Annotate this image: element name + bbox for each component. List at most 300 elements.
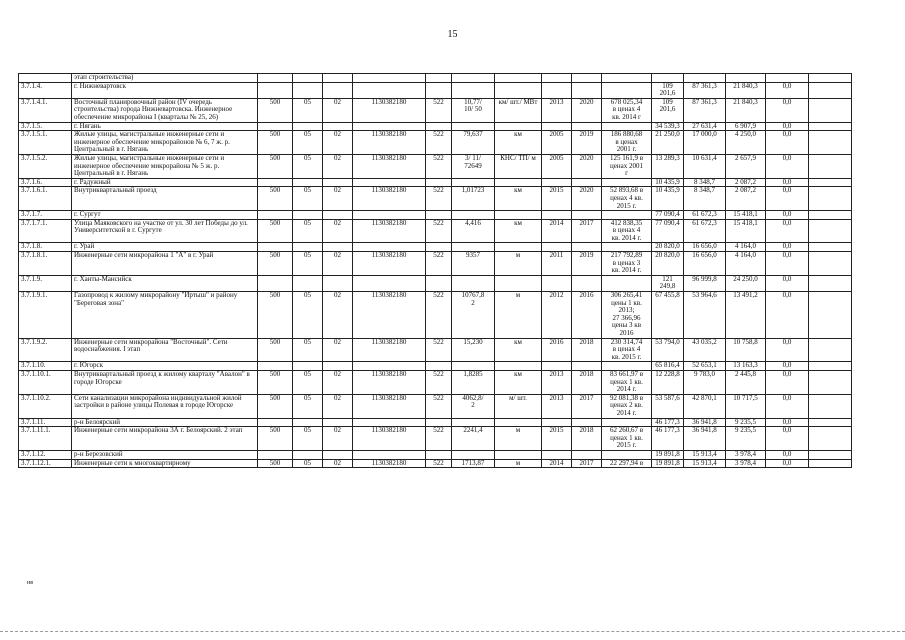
- empty-cell: [542, 211, 572, 220]
- empty-cell: [495, 178, 542, 187]
- table-row: [19, 370, 852, 394]
- empty-cell: [426, 122, 452, 131]
- object-name: Улица Маяковского на участке от ул. 30 лет Победы до ул. Университетской в г. Сургуте: [72, 219, 258, 243]
- amount-district: 53 964,6: [684, 292, 726, 339]
- amount-other: 0,0: [766, 187, 809, 211]
- amount-local: 4 164,0: [726, 252, 766, 276]
- start-year: 2015: [542, 427, 572, 451]
- code-g: 500: [258, 338, 293, 362]
- amount-district: 10 631,4: [684, 154, 726, 178]
- estimated-cost-line: 678 025,34: [610, 98, 643, 106]
- empty-cell: [572, 418, 602, 427]
- code-rz: 05: [293, 394, 323, 418]
- code-vr: 522: [426, 252, 452, 276]
- estimated-cost: [602, 154, 652, 178]
- empty-cell: [602, 82, 652, 98]
- code-cs: 1130382180: [353, 394, 426, 418]
- amount-local: 2 445,8: [726, 370, 766, 394]
- unit: км/ шт./ МВт: [495, 98, 542, 122]
- amount-other: 0,0: [766, 219, 809, 243]
- code-pr: 02: [323, 292, 353, 339]
- amount-total: 67 455,8: [652, 292, 684, 339]
- start-year: 2011: [542, 252, 572, 276]
- end-year: 2020: [572, 154, 602, 178]
- code-g: 500: [258, 154, 293, 178]
- unit: км: [495, 338, 542, 362]
- estimated-cost-line: ценах 1 кв.: [610, 433, 643, 442]
- row-number: 3.7.1.8.1.: [19, 252, 72, 276]
- amount-total: 109 201,6: [652, 82, 684, 98]
- empty-cell: [495, 450, 542, 459]
- row-number: 3.7.1.7.1.: [19, 219, 72, 243]
- estimated-cost-line: в ценах 4: [612, 345, 641, 354]
- amount-district: 61 672,3: [684, 219, 726, 243]
- capacity-line: 2: [471, 401, 475, 410]
- object-name: Жилые улицы, магистральные инженерные сети и инженерное обеспечение микрорайонов № 6, 7 ж. р. Центральный в г. Нягань: [72, 131, 258, 155]
- empty-cell: [323, 418, 353, 427]
- amount-other: 0,0: [766, 292, 809, 339]
- amount-other: 0,0: [766, 178, 809, 187]
- section-row: [19, 275, 852, 291]
- code-vr: 522: [426, 338, 452, 362]
- code-pr: 02: [323, 187, 353, 211]
- end-year: 2017: [572, 219, 602, 243]
- amount-local: 13 491,2: [726, 292, 766, 339]
- capacity: [452, 338, 495, 362]
- code-rz: 05: [293, 427, 323, 451]
- table-body: [19, 74, 852, 468]
- empty-cell: [572, 211, 602, 220]
- amount-total: 53 794,0: [652, 338, 684, 362]
- estimated-cost-line: 306 265,41: [610, 291, 643, 300]
- table-row: [19, 98, 852, 122]
- object-name: Восточный планировочный район (IV очередь строительства) города Нижневартовска. Инженерное обеспечение микрорайона I (кварталы № 25, 26): [72, 98, 258, 122]
- amount-total: 46 177,3: [652, 427, 684, 451]
- empty-cell: [809, 275, 852, 291]
- empty-cell: [323, 178, 353, 187]
- empty-cell: [353, 362, 426, 371]
- row-number: 3.7.1.10.: [19, 362, 72, 371]
- object-name: Внутриквартальный проезд: [72, 187, 258, 211]
- empty-cell: [542, 122, 572, 131]
- capacity: [452, 370, 495, 394]
- code-vr: 522: [426, 219, 452, 243]
- end-year: 2018: [572, 370, 602, 394]
- amount-district: 42 870,1: [684, 394, 726, 418]
- amount-local: 24 250,0: [726, 275, 766, 291]
- estimated-cost-line: 2016: [619, 329, 634, 337]
- estimated-cost-line: 92 081,38 в: [609, 394, 644, 402]
- capacity: [452, 154, 495, 178]
- empty-cell: [602, 418, 652, 427]
- code-g: 500: [258, 394, 293, 418]
- code-g: 500: [258, 98, 293, 122]
- empty-cell: [293, 243, 323, 252]
- amount-local: 9 235,5: [726, 427, 766, 451]
- table-row: [19, 427, 852, 451]
- unit: км: [495, 131, 542, 155]
- estimated-cost: [602, 370, 652, 394]
- end-year: 2020: [572, 98, 602, 122]
- section-row: [19, 82, 852, 98]
- amount-district: 8 348,7: [684, 178, 726, 187]
- empty-cell: [602, 450, 652, 459]
- object-name: г. Нижневартовск: [72, 82, 258, 98]
- code-rz: 05: [293, 154, 323, 178]
- code-rz: 05: [293, 131, 323, 155]
- empty-cell: [452, 122, 495, 131]
- empty-cell: [426, 243, 452, 252]
- empty-cell: [809, 243, 852, 252]
- capacity: [452, 98, 495, 122]
- empty-cell: [258, 362, 293, 371]
- empty-cell: [426, 178, 452, 187]
- row-number: 3.7.1.12.: [19, 450, 72, 459]
- empty-cell: [353, 82, 426, 98]
- empty-cell: [809, 74, 852, 83]
- unit: м: [495, 427, 542, 451]
- empty-cell: [353, 74, 426, 83]
- amount-local: 6 907,9: [726, 122, 766, 131]
- code-vr: 522: [426, 154, 452, 178]
- capacity: [452, 131, 495, 155]
- code-g: 500: [258, 370, 293, 394]
- estimated-cost-line: ценах 1 кв.: [610, 377, 643, 386]
- code-pr: 02: [323, 154, 353, 178]
- code-pr: 02: [323, 219, 353, 243]
- amount-other: 0,0: [766, 362, 809, 371]
- empty-cell: [572, 275, 602, 291]
- amount-other: 0,0: [766, 338, 809, 362]
- empty-cell: [293, 74, 323, 83]
- empty-cell: [258, 275, 293, 291]
- code-g: 500: [258, 187, 293, 211]
- estimated-cost-line: 27 366,96: [612, 313, 641, 322]
- code-g: 500: [258, 459, 293, 468]
- row-number: 3.7.1.5.2.: [19, 154, 72, 178]
- amount-district: [684, 74, 726, 83]
- empty-cell: [602, 122, 652, 131]
- empty-cell: [426, 418, 452, 427]
- estimated-cost: [602, 394, 652, 418]
- table-row: [19, 459, 852, 468]
- estimated-cost: [602, 427, 652, 451]
- empty-cell: [602, 275, 652, 291]
- unit: м/ шт.: [495, 394, 542, 418]
- capacity-line: 10,77/: [464, 98, 482, 106]
- capacity: [452, 459, 495, 468]
- amount-local: 3 978,4: [726, 459, 766, 468]
- estimated-cost-line: 2014 г.: [616, 408, 637, 417]
- amount-district: 87 361,3: [684, 82, 726, 98]
- empty-cell: [452, 418, 495, 427]
- empty-cell: [809, 394, 852, 418]
- amount-other: 0,0: [766, 450, 809, 459]
- empty-cell: [809, 362, 852, 371]
- amount-other: 0,0: [766, 211, 809, 220]
- amount-local: 15 418,1: [726, 211, 766, 220]
- table-row: [19, 187, 852, 211]
- amount-district: 87 361,3: [684, 98, 726, 122]
- empty-cell: [809, 187, 852, 211]
- code-cs: 1130382180: [353, 98, 426, 122]
- empty-cell: [353, 122, 426, 131]
- empty-cell: [353, 178, 426, 187]
- start-year: 2013: [542, 98, 572, 122]
- capacity-line: 1,01723: [461, 186, 485, 195]
- empty-cell: [809, 131, 852, 155]
- empty-cell: [572, 74, 602, 83]
- empty-cell: [572, 243, 602, 252]
- capacity: [452, 252, 495, 276]
- end-year: 2019: [572, 131, 602, 155]
- empty-cell: [809, 418, 852, 427]
- amount-local: 2 087,2: [726, 187, 766, 211]
- empty-cell: [572, 82, 602, 98]
- estimated-cost-line: 230 314,74: [610, 338, 643, 346]
- empty-cell: [572, 362, 602, 371]
- amount-total: 21 250,0: [652, 131, 684, 155]
- estimated-cost: [602, 338, 652, 362]
- amount-local: 13 163,3: [726, 362, 766, 371]
- row-number: 3.7.1.11.: [19, 418, 72, 427]
- amount-district: 61 672,3: [684, 211, 726, 220]
- empty-cell: [426, 362, 452, 371]
- empty-cell: [293, 122, 323, 131]
- empty-cell: [809, 178, 852, 187]
- empty-cell: [452, 178, 495, 187]
- code-cs: 1130382180: [353, 370, 426, 394]
- start-year: 2014: [542, 219, 572, 243]
- object-name: Инженерные сети микрорайона 1 "А" в г. Урай: [72, 252, 258, 276]
- amount-total: 77 090,4: [652, 219, 684, 243]
- object-name: г. Сургут: [72, 211, 258, 220]
- code-g: 500: [258, 292, 293, 339]
- amount-other: 0,0: [766, 275, 809, 291]
- code-g: 500: [258, 219, 293, 243]
- row-number: 3.7.1.12.1.: [19, 459, 72, 468]
- table-row: [19, 394, 852, 418]
- empty-cell: [323, 243, 353, 252]
- table-row: [19, 219, 852, 243]
- empty-cell: [426, 82, 452, 98]
- empty-cell: [323, 275, 353, 291]
- row-number: 3.7.1.4.1.: [19, 98, 72, 122]
- estimated-cost-line: 2014 г.: [616, 385, 637, 394]
- estimated-cost: [602, 292, 652, 339]
- empty-cell: [323, 362, 353, 371]
- empty-cell: [323, 211, 353, 220]
- estimated-cost-line: 186 880,68: [610, 130, 643, 139]
- empty-cell: [542, 243, 572, 252]
- estimated-cost-line: 22 297,94 в: [609, 459, 644, 467]
- empty-cell: [602, 211, 652, 220]
- empty-cell: [452, 243, 495, 252]
- code-rz: 05: [293, 370, 323, 394]
- section-row: [19, 418, 852, 427]
- end-year: 2018: [572, 427, 602, 451]
- amount-total: 46 177,3: [652, 418, 684, 427]
- unit: км: [495, 219, 542, 243]
- empty-cell: [495, 362, 542, 371]
- amount-total: 12 228,8: [652, 370, 684, 394]
- empty-cell: [809, 211, 852, 220]
- estimated-cost-line: г: [625, 169, 628, 178]
- section-row: [19, 122, 852, 131]
- amount-total: 109 201,6: [652, 98, 684, 122]
- estimated-cost-line: кв. 2014 г.: [611, 233, 642, 242]
- end-year: 2020: [572, 187, 602, 211]
- capacity: [452, 427, 495, 451]
- amount-district: 15 913,4: [684, 450, 726, 459]
- code-vr: 522: [426, 292, 452, 339]
- amount-district: 36 941,8: [684, 427, 726, 451]
- object-name: Инженерные сети микрорайона "Восточный". Сети водоснабжения. I этап: [72, 338, 258, 362]
- code-cs: 1130382180: [353, 187, 426, 211]
- estimated-cost-line: 125 161,9 в: [609, 154, 644, 162]
- budget-table: [18, 73, 852, 468]
- code-cs: 1130382180: [353, 252, 426, 276]
- capacity-line: 4062,8/: [462, 394, 484, 402]
- amount-local: 3 978,4: [726, 450, 766, 459]
- empty-cell: [452, 211, 495, 220]
- amount-district: 8 348,7: [684, 187, 726, 211]
- amount-other: 0,0: [766, 427, 809, 451]
- section-row: [19, 74, 852, 83]
- code-cs: 1130382180: [353, 338, 426, 362]
- code-g: 500: [258, 252, 293, 276]
- amount-local: 4 250,0: [726, 131, 766, 155]
- amount-district: 43 035,2: [684, 338, 726, 362]
- end-year: 2018: [572, 338, 602, 362]
- start-year: 2012: [542, 292, 572, 339]
- start-year: 2005: [542, 131, 572, 155]
- object-name: р-н Белоярский: [72, 418, 258, 427]
- empty-cell: [809, 98, 852, 122]
- amount-local: 21 840,3: [726, 98, 766, 122]
- empty-cell: [542, 362, 572, 371]
- estimated-cost: [602, 98, 652, 122]
- section-row: [19, 178, 852, 187]
- code-pr: 02: [323, 370, 353, 394]
- object-name: Внутриквартальный проезд к жилому кварталу "Авалон" в городе Югорске: [72, 370, 258, 394]
- estimated-cost-line: 2015 г.: [616, 201, 637, 210]
- empty-cell: [602, 362, 652, 371]
- object-name: г. Нягань: [72, 122, 258, 131]
- estimated-cost-line: 412 838,35: [610, 219, 643, 227]
- empty-cell: [542, 74, 572, 83]
- estimated-cost: [602, 187, 652, 211]
- estimated-cost: [602, 252, 652, 276]
- code-cs: 1130382180: [353, 219, 426, 243]
- capacity-line: 10767,8: [461, 291, 485, 300]
- amount-other: 0,0: [766, 122, 809, 131]
- unit: м: [495, 292, 542, 339]
- end-year: 2017: [572, 459, 602, 468]
- object-name: Сети канализации микрорайона индивидуальной жилой застройки в районе улицы Полевая в городе Югорске: [72, 394, 258, 418]
- amount-total: 20 820,0: [652, 243, 684, 252]
- end-year: 2017: [572, 394, 602, 418]
- unit: м: [495, 459, 542, 468]
- section-row: [19, 243, 852, 252]
- empty-cell: [452, 82, 495, 98]
- empty-cell: [495, 74, 542, 83]
- empty-cell: [809, 154, 852, 178]
- start-year: 2005: [542, 154, 572, 178]
- estimated-cost-line: 62 260,67 в: [609, 426, 644, 435]
- empty-cell: [572, 450, 602, 459]
- amount-district: 16 656,0: [684, 243, 726, 252]
- empty-cell: [426, 74, 452, 83]
- empty-cell: [572, 178, 602, 187]
- empty-cell: [495, 82, 542, 98]
- empty-cell: [353, 450, 426, 459]
- amount-total: 77 090,4: [652, 211, 684, 220]
- capacity: [452, 292, 495, 339]
- empty-cell: [495, 418, 542, 427]
- object-name: Жилые улицы, магистральные инженерные сети и инженерное обеспечение микрорайона № 5 ж. р. Центральный в г. Нягань: [72, 154, 258, 178]
- code-rz: 05: [293, 338, 323, 362]
- empty-cell: [542, 418, 572, 427]
- object-name: г. Радужный: [72, 178, 258, 187]
- amount-other: 0,0: [766, 394, 809, 418]
- amount-total: [652, 74, 684, 83]
- amount-district: 27 631,4: [684, 122, 726, 131]
- empty-cell: [293, 275, 323, 291]
- code-vr: 522: [426, 131, 452, 155]
- empty-cell: [542, 82, 572, 98]
- row-number: 3.7.1.9.1.: [19, 292, 72, 339]
- empty-cell: [353, 275, 426, 291]
- estimated-cost-line: кв. 2014 г: [612, 112, 641, 121]
- row-number: 3.7.1.8.: [19, 243, 72, 252]
- amount-district: 36 941,8: [684, 418, 726, 427]
- amount-district: 17 000,0: [684, 131, 726, 155]
- empty-cell: [542, 450, 572, 459]
- capacity-line: 2: [471, 298, 475, 307]
- row-number: 3.7.1.9.2.: [19, 338, 72, 362]
- code-vr: 522: [426, 370, 452, 394]
- code-pr: 02: [323, 394, 353, 418]
- empty-cell: [495, 122, 542, 131]
- code-vr: 522: [426, 394, 452, 418]
- amount-district: 16 656,0: [684, 252, 726, 276]
- unit: м: [495, 252, 542, 276]
- empty-cell: [809, 459, 852, 468]
- object-name: р-н Березовский: [72, 450, 258, 459]
- row-number: 3.7.1.5.1.: [19, 131, 72, 155]
- empty-cell: [323, 82, 353, 98]
- capacity: [452, 219, 495, 243]
- empty-cell: [809, 370, 852, 394]
- empty-cell: [323, 74, 353, 83]
- empty-cell: [809, 219, 852, 243]
- row-number: 3.7.1.9.: [19, 275, 72, 291]
- object-name: Инженерные сети к многоквартирному: [72, 459, 258, 468]
- estimated-cost-line: в ценах 4: [612, 226, 641, 235]
- start-year: 2015: [542, 187, 572, 211]
- empty-cell: [353, 243, 426, 252]
- capacity-line: 1713,87: [461, 459, 485, 467]
- amount-total: 20 820,0: [652, 252, 684, 276]
- capacity-line: 4,416: [465, 219, 481, 227]
- estimated-cost: [602, 459, 652, 468]
- table-row: [19, 252, 852, 276]
- capacity-line: 2241,4: [463, 426, 483, 435]
- table-row: [19, 292, 852, 339]
- estimated-cost-line: кв. 2015 г.: [611, 352, 642, 361]
- estimated-cost-line: в ценах 4: [612, 105, 641, 114]
